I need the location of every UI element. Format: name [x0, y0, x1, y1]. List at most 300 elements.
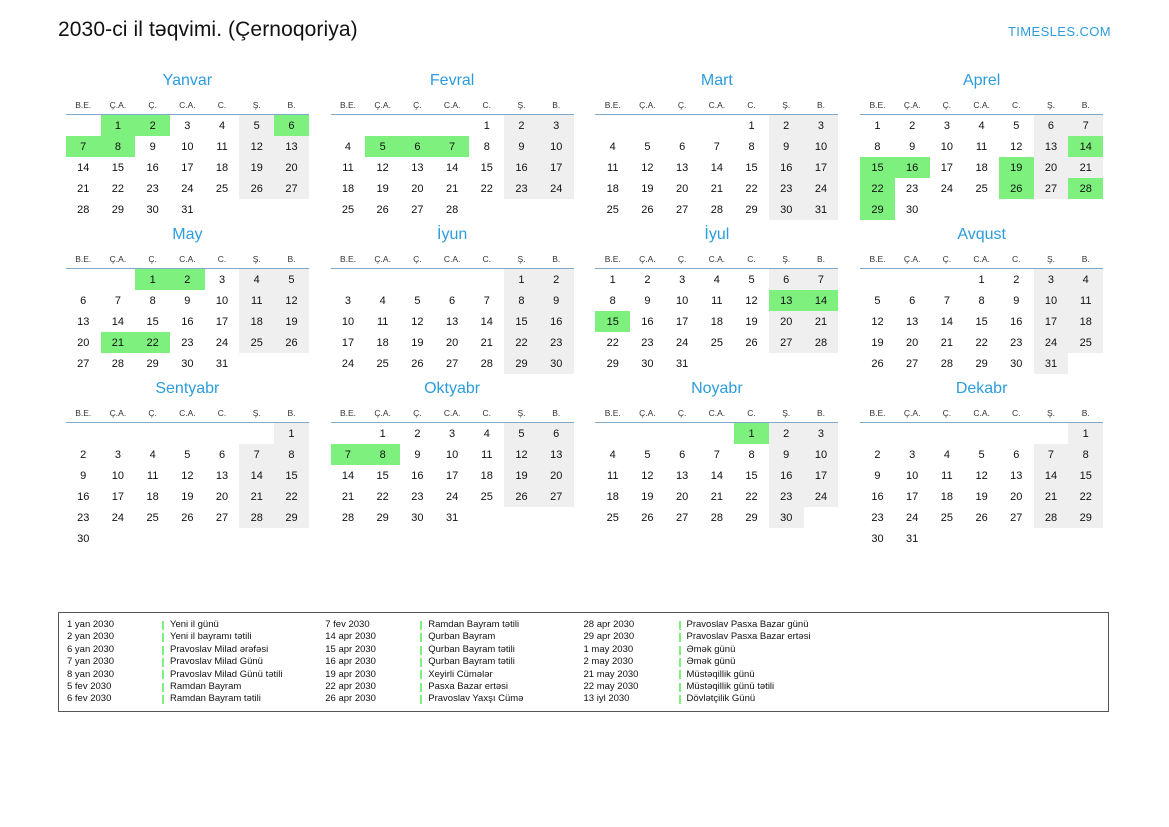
day-cell-holiday[interactable]: 13 [769, 290, 804, 311]
day-cell-holiday[interactable]: 7 [435, 136, 470, 157]
day-cell[interactable]: 8 [504, 290, 539, 311]
day-cell-holiday[interactable]: 2 [135, 115, 170, 137]
day-cell[interactable]: 24 [1034, 332, 1069, 353]
day-cell[interactable]: 25 [606, 203, 619, 216]
day-cell[interactable]: 23 [769, 486, 804, 507]
day-cell[interactable]: 23 [641, 336, 654, 349]
day-cell[interactable]: 19 [504, 465, 539, 486]
day-cell[interactable]: 12 [376, 161, 389, 174]
day-cell[interactable]: 13 [1010, 469, 1023, 482]
day-cell[interactable]: 8 [274, 444, 309, 465]
day-cell[interactable]: 18 [940, 490, 953, 503]
day-cell[interactable]: 12 [504, 444, 539, 465]
day-cell[interactable]: 6 [679, 448, 686, 461]
day-cell[interactable]: 12 [1010, 140, 1023, 153]
day-cell[interactable]: 7 [114, 294, 121, 307]
day-cell[interactable]: 12 [274, 290, 309, 311]
day-cell[interactable]: 17 [215, 315, 229, 328]
day-cell[interactable]: 3 [114, 448, 121, 461]
day-cell[interactable]: 13 [1034, 136, 1069, 157]
day-cell[interactable]: 19 [641, 490, 654, 503]
day-cell[interactable]: 2 [769, 423, 804, 445]
day-cell[interactable]: 8 [149, 294, 156, 307]
day-cell[interactable]: 20 [769, 311, 804, 332]
day-cell[interactable]: 12 [239, 136, 274, 157]
day-cell[interactable]: 25 [606, 511, 619, 524]
day-cell[interactable]: 3 [449, 427, 456, 440]
day-cell[interactable]: 21 [239, 486, 274, 507]
day-cell[interactable]: 14 [341, 469, 355, 482]
day-cell[interactable]: 26 [504, 486, 539, 507]
day-cell[interactable]: 30 [77, 532, 90, 545]
day-cell-holiday[interactable]: 28 [1068, 178, 1103, 199]
day-cell[interactable]: 9 [80, 469, 87, 482]
day-cell[interactable]: 19 [871, 336, 884, 349]
day-cell[interactable]: 5 [414, 294, 421, 307]
day-cell[interactable]: 25 [940, 511, 953, 524]
day-cell[interactable]: 12 [975, 469, 988, 482]
day-cell[interactable]: 24 [215, 336, 229, 349]
day-cell[interactable]: 30 [146, 203, 159, 216]
day-cell[interactable]: 21 [480, 336, 493, 349]
day-cell[interactable]: 8 [978, 294, 985, 307]
day-cell[interactable]: 7 [713, 448, 720, 461]
day-cell[interactable]: 21 [804, 311, 839, 332]
day-cell[interactable]: 8 [748, 448, 755, 461]
day-cell-holiday[interactable]: 6 [400, 136, 435, 157]
day-cell[interactable]: 18 [480, 469, 493, 482]
day-cell[interactable]: 5 [644, 448, 651, 461]
day-cell[interactable]: 5 [239, 115, 274, 137]
day-cell[interactable]: 4 [609, 448, 616, 461]
day-cell[interactable]: 3 [804, 423, 839, 445]
day-cell[interactable]: 21 [1034, 486, 1069, 507]
day-cell[interactable]: 13 [274, 136, 309, 157]
day-cell[interactable]: 9 [874, 469, 881, 482]
day-cell[interactable]: 19 [975, 490, 988, 503]
day-cell[interactable]: 21 [710, 490, 723, 503]
brand-link[interactable]: TIMESLES.COM [1007, 24, 1111, 39]
day-cell[interactable]: 22 [1068, 486, 1103, 507]
day-cell[interactable]: 1 [379, 427, 386, 440]
day-cell[interactable]: 20 [274, 157, 309, 178]
day-cell[interactable]: 24 [676, 336, 689, 349]
day-cell[interactable]: 23 [871, 511, 884, 524]
day-cell[interactable]: 12 [181, 469, 194, 482]
day-cell[interactable]: 9 [769, 136, 804, 157]
day-cell[interactable]: 16 [77, 490, 90, 503]
day-cell[interactable]: 2 [504, 115, 539, 137]
day-cell[interactable]: 20 [77, 336, 90, 349]
day-cell[interactable]: 19 [745, 315, 758, 328]
day-cell[interactable]: 6 [1034, 115, 1069, 137]
day-cell[interactable]: 6 [1013, 448, 1020, 461]
day-cell[interactable]: 30 [539, 353, 574, 374]
day-cell[interactable]: 27 [445, 357, 459, 370]
day-cell[interactable]: 4 [344, 140, 352, 153]
day-cell[interactable]: 11 [941, 469, 953, 482]
day-cell[interactable]: 16 [871, 490, 884, 503]
day-cell[interactable]: 23 [1010, 336, 1023, 349]
day-cell[interactable]: 23 [769, 178, 804, 199]
day-cell[interactable]: 14 [111, 315, 125, 328]
day-cell[interactable]: 10 [341, 315, 355, 328]
day-cell[interactable]: 15 [480, 161, 493, 174]
day-cell[interactable]: 26 [376, 203, 389, 216]
day-cell[interactable]: 26 [871, 357, 884, 370]
day-cell[interactable]: 3 [184, 119, 191, 132]
day-cell[interactable]: 1 [609, 273, 616, 286]
day-cell[interactable]: 21 [341, 490, 355, 503]
day-cell[interactable]: 11 [239, 290, 274, 311]
day-cell[interactable]: 10 [181, 140, 194, 153]
day-cell[interactable]: 18 [215, 161, 229, 174]
day-cell[interactable]: 5 [504, 423, 539, 445]
day-cell[interactable]: 11 [975, 140, 988, 153]
day-cell[interactable]: 27 [539, 486, 574, 507]
day-cell-holiday[interactable]: 14 [804, 290, 839, 311]
day-cell[interactable]: 14 [1034, 465, 1069, 486]
day-cell-holiday[interactable]: 5 [365, 136, 400, 157]
day-cell[interactable]: 5 [644, 140, 651, 153]
day-cell[interactable]: 4 [609, 140, 616, 153]
day-cell[interactable]: 10 [676, 294, 689, 307]
day-cell[interactable]: 31 [1034, 353, 1069, 374]
day-cell[interactable]: 1 [978, 273, 985, 286]
day-cell[interactable]: 16 [146, 161, 159, 174]
day-cell[interactable]: 27 [769, 332, 804, 353]
day-cell[interactable]: 10 [539, 136, 574, 157]
day-cell[interactable]: 11 [342, 161, 354, 174]
day-cell[interactable]: 23 [181, 336, 194, 349]
day-cell[interactable]: 7 [943, 294, 950, 307]
day-cell[interactable]: 13 [676, 469, 689, 482]
day-cell[interactable]: 2 [414, 427, 421, 440]
day-cell[interactable]: 6 [539, 423, 574, 445]
day-cell[interactable]: 24 [341, 357, 355, 370]
day-cell[interactable]: 13 [906, 315, 919, 328]
day-cell[interactable]: 11 [607, 161, 619, 174]
day-cell[interactable]: 22 [745, 490, 758, 503]
day-cell[interactable]: 7 [1068, 115, 1103, 137]
day-cell-holiday[interactable]: 1 [101, 115, 136, 137]
day-cell[interactable]: 30 [181, 357, 194, 370]
day-cell[interactable]: 3 [218, 273, 226, 286]
day-cell[interactable]: 4 [713, 273, 720, 286]
day-cell-holiday[interactable]: 16 [895, 157, 930, 178]
day-cell[interactable]: 29 [745, 203, 758, 216]
day-cell[interactable]: 3 [943, 119, 950, 132]
day-cell[interactable]: 4 [218, 119, 226, 132]
day-cell[interactable]: 20 [1010, 490, 1023, 503]
day-cell[interactable]: 18 [710, 315, 723, 328]
day-cell[interactable]: 19 [641, 182, 654, 195]
day-cell[interactable]: 11 [711, 294, 723, 307]
day-cell[interactable]: 15 [975, 315, 988, 328]
day-cell[interactable]: 23 [146, 182, 159, 195]
day-cell[interactable]: 11 [1068, 290, 1103, 311]
day-cell[interactable]: 9 [769, 444, 804, 465]
day-cell[interactable]: 22 [274, 486, 309, 507]
day-cell[interactable]: 10 [111, 469, 125, 482]
day-cell[interactable]: 4 [943, 448, 950, 461]
day-cell[interactable]: 7 [1034, 444, 1069, 465]
day-cell[interactable]: 27 [274, 178, 309, 199]
day-cell[interactable]: 15 [274, 465, 309, 486]
day-cell[interactable]: 26 [274, 332, 309, 353]
day-cell[interactable]: 30 [411, 511, 424, 524]
day-cell[interactable]: 26 [745, 336, 758, 349]
day-cell[interactable]: 3 [539, 115, 574, 137]
day-cell-holiday[interactable]: 22 [135, 332, 170, 353]
day-cell[interactable]: 30 [769, 199, 804, 220]
day-cell[interactable]: 21 [940, 336, 953, 349]
day-cell[interactable]: 27 [77, 357, 90, 370]
day-cell[interactable]: 17 [676, 315, 689, 328]
day-cell[interactable]: 9 [184, 294, 191, 307]
day-cell[interactable]: 20 [676, 490, 689, 503]
day-cell[interactable]: 18 [239, 311, 274, 332]
day-cell[interactable]: 14 [239, 465, 274, 486]
day-cell[interactable]: 24 [181, 182, 194, 195]
day-cell[interactable]: 25 [975, 182, 988, 195]
day-cell[interactable]: 6 [80, 294, 87, 307]
day-cell[interactable]: 16 [504, 157, 539, 178]
day-cell[interactable]: 17 [1034, 311, 1069, 332]
day-cell[interactable]: 22 [606, 336, 619, 349]
day-cell[interactable]: 22 [480, 182, 493, 195]
day-cell[interactable]: 25 [376, 357, 389, 370]
day-cell[interactable]: 10 [804, 444, 839, 465]
day-cell[interactable]: 30 [871, 532, 884, 545]
day-cell[interactable]: 3 [804, 115, 839, 137]
day-cell[interactable]: 10 [445, 448, 459, 461]
day-cell[interactable]: 5 [748, 273, 755, 286]
day-cell-holiday[interactable]: 1 [135, 269, 170, 291]
day-cell-holiday[interactable]: 22 [860, 178, 895, 199]
day-cell[interactable]: 24 [906, 511, 919, 524]
day-cell[interactable]: 14 [77, 161, 90, 174]
day-cell[interactable]: 18 [606, 182, 619, 195]
day-cell[interactable]: 5 [1013, 119, 1020, 132]
day-cell[interactable]: 12 [641, 469, 654, 482]
day-cell[interactable]: 31 [804, 199, 839, 220]
day-cell[interactable]: 24 [539, 178, 574, 199]
day-cell[interactable]: 30 [769, 507, 804, 528]
day-cell[interactable]: 16 [181, 315, 194, 328]
day-cell[interactable]: 17 [539, 157, 574, 178]
day-cell[interactable]: 15 [146, 315, 159, 328]
day-cell[interactable]: 25 [239, 332, 274, 353]
day-cell[interactable]: 17 [111, 490, 125, 503]
day-cell[interactable]: 29 [606, 357, 619, 370]
day-cell[interactable]: 2 [769, 115, 804, 137]
day-cell[interactable]: 29 [274, 507, 309, 528]
day-cell[interactable]: 8 [748, 140, 755, 153]
day-cell-holiday[interactable]: 7 [331, 444, 366, 465]
day-cell[interactable]: 9 [644, 294, 651, 307]
day-cell[interactable]: 10 [906, 469, 919, 482]
day-cell[interactable]: 16 [539, 311, 574, 332]
day-cell[interactable]: 31 [181, 203, 194, 216]
day-cell[interactable]: 22 [504, 332, 539, 353]
day-cell[interactable]: 29 [111, 203, 125, 216]
day-cell[interactable]: 18 [341, 182, 355, 195]
day-cell[interactable]: 15 [111, 161, 125, 174]
day-cell[interactable]: 4 [1068, 269, 1103, 291]
day-cell[interactable]: 25 [215, 182, 229, 195]
day-cell[interactable]: 11 [146, 469, 159, 482]
day-cell[interactable]: 17 [181, 161, 194, 174]
day-cell[interactable]: 5 [184, 448, 191, 461]
day-cell[interactable]: 28 [710, 203, 723, 216]
day-cell[interactable]: 2 [644, 273, 651, 286]
day-cell[interactable]: 16 [1010, 315, 1023, 328]
day-cell[interactable]: 15 [745, 469, 758, 482]
day-cell[interactable]: 20 [906, 336, 919, 349]
day-cell-holiday[interactable]: 8 [365, 444, 400, 465]
day-cell[interactable]: 29 [975, 357, 988, 370]
day-cell[interactable]: 19 [239, 157, 274, 178]
day-cell[interactable]: 7 [713, 140, 720, 153]
day-cell[interactable]: 11 [216, 140, 228, 153]
day-cell[interactable]: 5 [978, 448, 985, 461]
day-cell[interactable]: 21 [445, 182, 459, 195]
day-cell[interactable]: 17 [804, 157, 839, 178]
day-cell[interactable]: 27 [676, 203, 689, 216]
day-cell[interactable]: 13 [539, 444, 574, 465]
day-cell[interactable]: 6 [679, 140, 686, 153]
day-cell[interactable]: 13 [676, 161, 689, 174]
day-cell-holiday[interactable]: 8 [101, 136, 136, 157]
day-cell[interactable]: 22 [975, 336, 988, 349]
day-cell[interactable]: 25 [480, 490, 493, 503]
day-cell[interactable]: 28 [710, 511, 723, 524]
day-cell[interactable]: 18 [606, 490, 619, 503]
day-cell[interactable]: 24 [804, 178, 839, 199]
day-cell[interactable]: 30 [1010, 357, 1023, 370]
day-cell[interactable]: 19 [274, 311, 309, 332]
day-cell[interactable]: 2 [909, 119, 916, 132]
day-cell-holiday[interactable]: 15 [860, 157, 895, 178]
day-cell[interactable]: 25 [710, 336, 723, 349]
day-cell[interactable]: 12 [411, 315, 424, 328]
day-cell[interactable]: 28 [341, 511, 355, 524]
day-cell-holiday[interactable]: 19 [999, 157, 1034, 178]
day-cell[interactable]: 30 [906, 203, 919, 216]
day-cell[interactable]: 17 [906, 490, 919, 503]
day-cell[interactable]: 15 [745, 161, 758, 174]
day-cell[interactable]: 9 [1013, 294, 1020, 307]
day-cell[interactable]: 17 [445, 469, 459, 482]
day-cell[interactable]: 26 [975, 511, 988, 524]
day-cell[interactable]: 27 [906, 357, 919, 370]
day-cell[interactable]: 28 [480, 357, 493, 370]
day-cell[interactable]: 11 [607, 469, 619, 482]
day-cell[interactable]: 7 [239, 444, 274, 465]
day-cell[interactable]: 13 [445, 315, 459, 328]
day-cell[interactable]: 31 [676, 357, 689, 370]
day-cell-holiday[interactable]: 15 [595, 311, 630, 332]
day-cell[interactable]: 4 [379, 294, 386, 307]
day-cell[interactable]: 28 [239, 507, 274, 528]
day-cell[interactable]: 1 [274, 423, 309, 445]
day-cell[interactable]: 17 [804, 465, 839, 486]
day-cell[interactable]: 27 [1010, 511, 1023, 524]
day-cell[interactable]: 25 [341, 203, 355, 216]
day-cell[interactable]: 4 [149, 448, 156, 461]
day-cell[interactable]: 9 [539, 290, 574, 311]
day-cell-holiday[interactable]: 21 [101, 332, 136, 353]
day-cell[interactable]: 16 [641, 315, 654, 328]
day-cell[interactable]: 27 [411, 203, 424, 216]
day-cell[interactable]: 9 [414, 448, 421, 461]
day-cell[interactable]: 19 [411, 336, 424, 349]
day-cell[interactable]: 4 [239, 269, 274, 291]
day-cell[interactable]: 10 [215, 294, 229, 307]
day-cell[interactable]: 7 [483, 294, 490, 307]
day-cell-holiday[interactable]: 1 [734, 423, 769, 445]
day-cell[interactable]: 12 [641, 161, 654, 174]
day-cell[interactable]: 31 [445, 511, 459, 524]
day-cell[interactable]: 1 [504, 269, 539, 291]
day-cell[interactable]: 27 [676, 511, 689, 524]
day-cell[interactable]: 3 [344, 294, 352, 307]
day-cell[interactable]: 12 [871, 315, 884, 328]
day-cell[interactable]: 2 [539, 269, 574, 291]
day-cell[interactable]: 23 [411, 490, 424, 503]
day-cell[interactable]: 6 [449, 294, 456, 307]
day-cell[interactable]: 17 [341, 336, 355, 349]
day-cell[interactable]: 26 [641, 203, 654, 216]
day-cell[interactable]: 3 [1034, 269, 1069, 291]
day-cell[interactable]: 9 [909, 140, 916, 153]
day-cell[interactable]: 6 [769, 269, 804, 291]
day-cell[interactable]: 20 [1034, 157, 1069, 178]
day-cell[interactable]: 4 [483, 427, 490, 440]
day-cell[interactable]: 24 [804, 486, 839, 507]
day-cell[interactable]: 29 [376, 511, 389, 524]
day-cell[interactable]: 31 [906, 532, 919, 545]
day-cell[interactable]: 14 [710, 161, 723, 174]
day-cell[interactable]: 26 [239, 178, 274, 199]
day-cell[interactable]: 19 [181, 490, 194, 503]
day-cell[interactable]: 16 [769, 157, 804, 178]
day-cell[interactable]: 16 [411, 469, 424, 482]
day-cell[interactable]: 20 [411, 182, 424, 195]
day-cell[interactable]: 31 [215, 357, 229, 370]
day-cell[interactable]: 18 [146, 490, 159, 503]
day-cell[interactable]: 26 [641, 511, 654, 524]
day-cell[interactable]: 22 [111, 182, 125, 195]
day-cell[interactable]: 26 [411, 357, 424, 370]
day-cell[interactable]: 23 [539, 332, 574, 353]
day-cell[interactable]: 5 [874, 294, 881, 307]
day-cell[interactable]: 2 [80, 448, 87, 461]
day-cell[interactable]: 9 [149, 140, 156, 153]
day-cell[interactable]: 16 [769, 465, 804, 486]
day-cell[interactable]: 25 [1068, 332, 1103, 353]
day-cell[interactable]: 21 [1068, 157, 1103, 178]
day-cell[interactable]: 13 [77, 315, 90, 328]
day-cell[interactable]: 10 [940, 140, 953, 153]
day-cell[interactable]: 20 [215, 490, 229, 503]
day-cell[interactable]: 4 [978, 119, 985, 132]
day-cell[interactable]: 10 [804, 136, 839, 157]
day-cell[interactable]: 28 [77, 203, 90, 216]
day-cell[interactable]: 18 [1068, 311, 1103, 332]
day-cell[interactable]: 18 [975, 161, 988, 174]
